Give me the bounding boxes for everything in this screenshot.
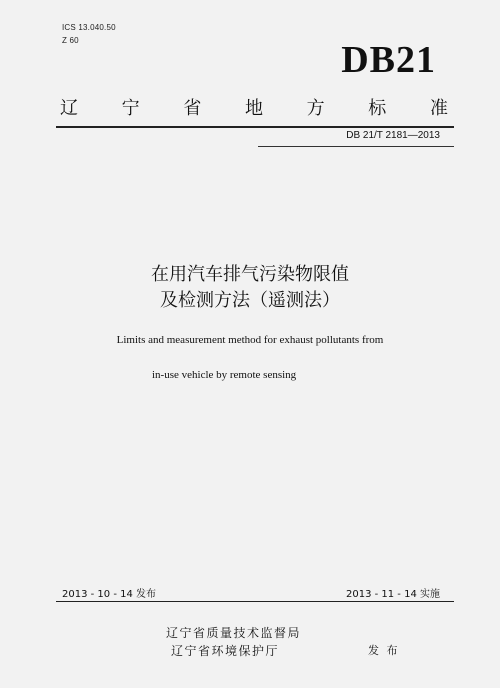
- footer-divider: [56, 601, 454, 602]
- issuing-authority-1: 辽宁省质量技术监督局: [166, 626, 302, 640]
- header-divider: [56, 126, 454, 128]
- local-standard-char: 省: [183, 98, 202, 119]
- local-standard-char: 方: [306, 98, 325, 119]
- local-standard-heading: [60, 94, 448, 120]
- ics-code: ICS 13.040.50: [62, 23, 116, 32]
- implementation-date: 2013 - 11 - 14 实施: [345, 589, 440, 600]
- chinese-title-line-2: 及检测方法（遥测法）: [160, 290, 340, 311]
- english-title-line-1: Limits and measurement method for exhaust pollutants from: [116, 334, 384, 346]
- issuing-authority-2: 辽宁省环境保护厅: [171, 644, 280, 658]
- ccs-code: Z 60: [62, 36, 79, 45]
- standard-code-mark: DB21: [341, 39, 436, 81]
- local-standard-char: 标: [368, 98, 387, 119]
- local-standard-char: 辽: [60, 98, 78, 119]
- local-standard-char: 宁: [121, 98, 140, 119]
- chinese-title-line-1: 在用汽车排气污染物限值: [151, 264, 349, 285]
- standard-number: DB 21/T 2181—2013: [346, 130, 440, 141]
- local-standard-char: 地: [244, 98, 263, 119]
- issue-date: 2013 - 10 - 14 发布: [62, 589, 157, 600]
- chinese-title: [0, 262, 500, 314]
- local-standard-char: 准: [429, 98, 448, 119]
- standard-number-underline: [258, 146, 454, 147]
- publish-label: 发 布: [368, 644, 400, 657]
- english-title-line-2: in-use vehicle by remote sensing: [152, 369, 297, 381]
